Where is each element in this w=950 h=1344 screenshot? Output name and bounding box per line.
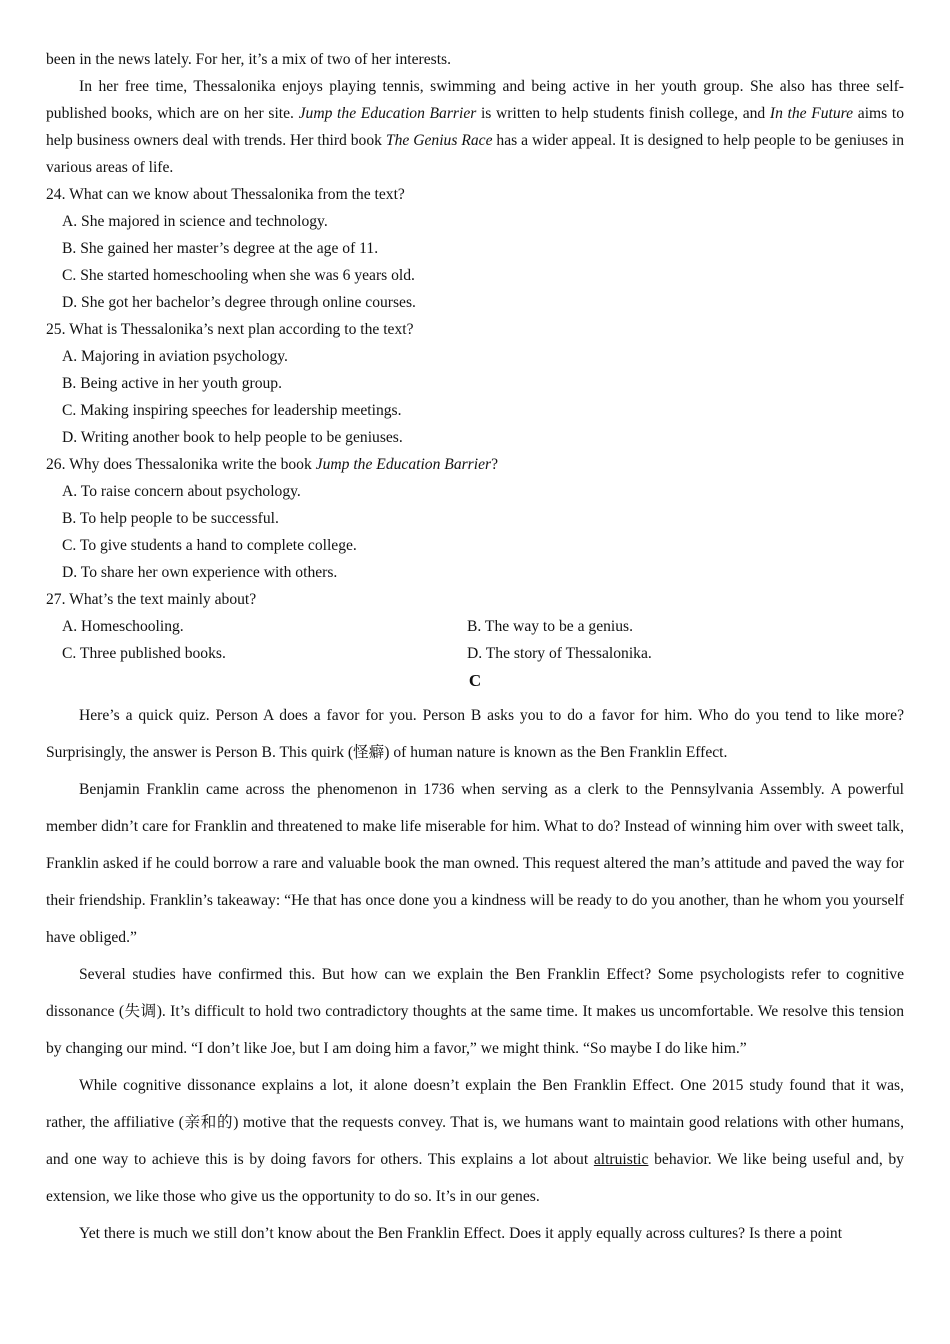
underlined-word-altruistic: altruistic bbox=[593, 1151, 649, 1168]
book-title-jump: Jump the Education Barrier bbox=[298, 105, 477, 122]
passage-c-paragraph-4 bbox=[46, 1067, 904, 1215]
question-stem: 25. What is Thessalonika’s next plan according to the text? bbox=[46, 321, 414, 338]
passage-c-paragraph-2: Benjamin Franklin came across the phenomenon in 1736 when serving as a clerk to the Pennsylvania Assembly. A powerful member didn’t care for Franklin and threatened to make life miserable for him. What to do? Instead of winning him over with sweet talk, Franklin asked if he could borrow a rare and valuable book the man owned. This request altered the man’s attitude and paved the way for their friendship. Franklin’s takeaway: “He that has once done you a kindness will be ready to do you another, than he whom you yourself have obliged.” bbox=[46, 781, 904, 946]
question-25 bbox=[46, 316, 904, 451]
passage-c-paragraph-1: Here’s a quick quiz. Person A does a favor for you. Person B asks you to do a favor for him. Who do you tend to like more? Surprisingly, the answer is Person B. This quirk (怪癖) of human nature is known as the Ben Franklin Effect. bbox=[46, 707, 904, 761]
p4-text-1: While cognitive dissonance explains a lot, it alone doesn’t explain the Ben Franklin Effect. One 2015 study found that it was, rather, the affiliative (亲和的) motive that the requests convey. That is, we humans want to maintain good relations with other humans, and one way to achieve this is by doing favors for others. This explains a lot about bbox=[46, 1077, 904, 1168]
option-c: C. Making inspiring speeches for leadership meetings. bbox=[62, 402, 402, 419]
p2-text-4: has a wider appeal. It is designed to help people to be geniuses in various areas of life. bbox=[46, 132, 904, 176]
passage-b-paragraph-2 bbox=[46, 73, 904, 181]
question-26 bbox=[46, 451, 904, 586]
section-heading-c: C bbox=[468, 671, 482, 690]
option-b: B. Being active in her youth group. bbox=[62, 375, 283, 392]
option-d: D. The story of Thessalonika. bbox=[467, 645, 652, 662]
option-b: B. To help people to be successful. bbox=[62, 510, 279, 527]
option-row-2 bbox=[46, 640, 904, 667]
stem-end: ? bbox=[491, 456, 498, 473]
question-stem: 24. What can we know about Thessalonika from the text? bbox=[46, 186, 405, 203]
option-a: A. To raise concern about psychology. bbox=[62, 483, 301, 500]
p2-text-3: aims to help business owners deal with trends. Her third book bbox=[46, 105, 905, 149]
option-d: D. Writing another book to help people to be geniuses. bbox=[62, 429, 403, 446]
option-b: B. The way to be a genius. bbox=[467, 618, 634, 635]
passage-b-paragraph-1-tail: been in the news lately. For her, it’s a mix of two of her interests. bbox=[46, 51, 452, 68]
option-c: C. To give students a hand to complete college. bbox=[62, 537, 357, 554]
option-d: D. She got her bachelor’s degree through online courses. bbox=[62, 294, 416, 311]
question-stem bbox=[46, 451, 904, 478]
p2-text-2: is written to help students finish college, and bbox=[476, 105, 770, 122]
option-a: A. She majored in science and technology. bbox=[62, 213, 328, 230]
question-24 bbox=[46, 181, 904, 316]
passage-c-paragraph-3: Several studies have confirmed this. But how can we explain the Ben Franklin Effect? Some psychologists refer to cognitive dissonance (失调). It’s difficult to hold two contradictory thoughts at the same time. It makes us uncomfortable. We resolve this tension by changing our mind. “I don’t like Joe, but I am doing him a favor,” we might think. “So maybe I do like him.” bbox=[46, 966, 904, 1057]
stem-text: 26. Why does Thessalonika write the book bbox=[46, 456, 316, 473]
question-27 bbox=[46, 586, 904, 667]
book-title-genius: The Genius Race bbox=[385, 132, 493, 149]
option-c: C. Three published books. bbox=[62, 645, 226, 662]
passage-c-paragraph-5: Yet there is much we still don’t know about the Ben Franklin Effect. Does it apply equally across cultures? Is there a point bbox=[79, 1225, 843, 1242]
option-a: A. Majoring in aviation psychology. bbox=[62, 348, 288, 365]
stem-book-title: Jump the Education Barrier bbox=[315, 456, 492, 473]
option-b: B. She gained her master’s degree at the age of 11. bbox=[62, 240, 379, 257]
option-d: D. To share her own experience with others. bbox=[62, 564, 338, 581]
book-title-future: In the Future bbox=[769, 105, 854, 122]
document-page bbox=[46, 46, 904, 1252]
option-row-1 bbox=[46, 613, 904, 640]
p2-text-1: In her free time, Thessalonika enjoys playing tennis, swimming and being active in her youth group. She also has three self-published books, which are on her site. bbox=[46, 78, 904, 122]
option-a: A. Homeschooling. bbox=[62, 618, 184, 635]
option-c: C. She started homeschooling when she was 6 years old. bbox=[62, 267, 415, 284]
question-stem: 27. What’s the text mainly about? bbox=[46, 591, 257, 608]
p4-text-2: behavior. We like being useful and, by extension, we like those who give us the opportunity to do so. It’s in our genes. bbox=[46, 1151, 904, 1205]
